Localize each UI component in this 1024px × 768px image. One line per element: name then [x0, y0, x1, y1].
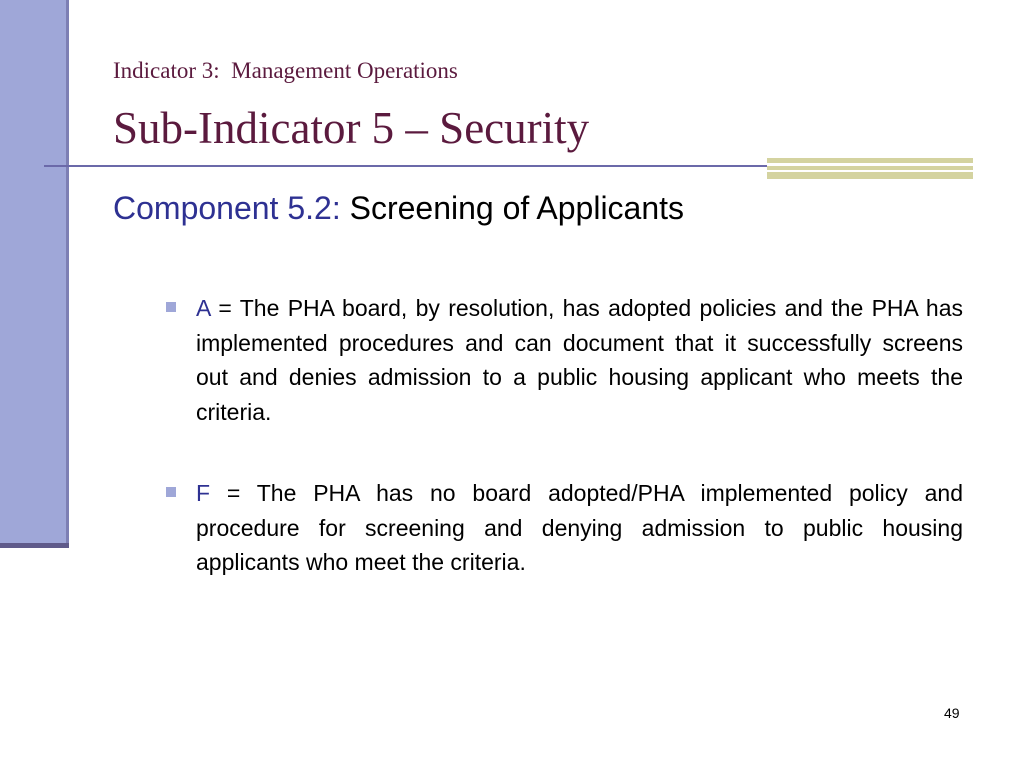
square-bullet-icon: [166, 302, 176, 312]
bullet-list: [166, 291, 963, 627]
left-decorative-bar: [0, 0, 67, 546]
bullet-text: = The PHA has no board adopted/PHA implemented policy and procedure for screening and denying admission to public housing applicants who meet the criteria.: [196, 480, 963, 575]
page-number: 49: [944, 705, 960, 721]
left-bar-shadow: [0, 543, 69, 548]
left-bar-edge: [66, 0, 69, 548]
subtitle-rest: Screening of Applicants: [340, 190, 685, 226]
bullet-item-f: [166, 476, 963, 580]
slide-kicker: Indicator 3: Management Operations: [113, 58, 458, 83]
bullet-item-a: [166, 291, 963, 429]
slide-subtitle: [113, 190, 684, 227]
bullet-text: = The PHA board, by resolution, has adopted policies and the PHA has implemented procedures and can document that it successfully screens out and denies admission to a public housing applicant who meets the criteria.: [196, 295, 963, 425]
divider-accent: [767, 158, 973, 179]
bullet-grade: F: [196, 480, 211, 506]
subtitle-lead: Component 5.2:: [113, 190, 341, 226]
divider-accent-stripe: [767, 163, 973, 166]
divider-accent-stripe: [767, 170, 973, 172]
slide-title: Sub-Indicator 5 – Security: [113, 103, 590, 153]
bullet-grade: A: [196, 295, 211, 321]
square-bullet-icon: [166, 487, 176, 497]
